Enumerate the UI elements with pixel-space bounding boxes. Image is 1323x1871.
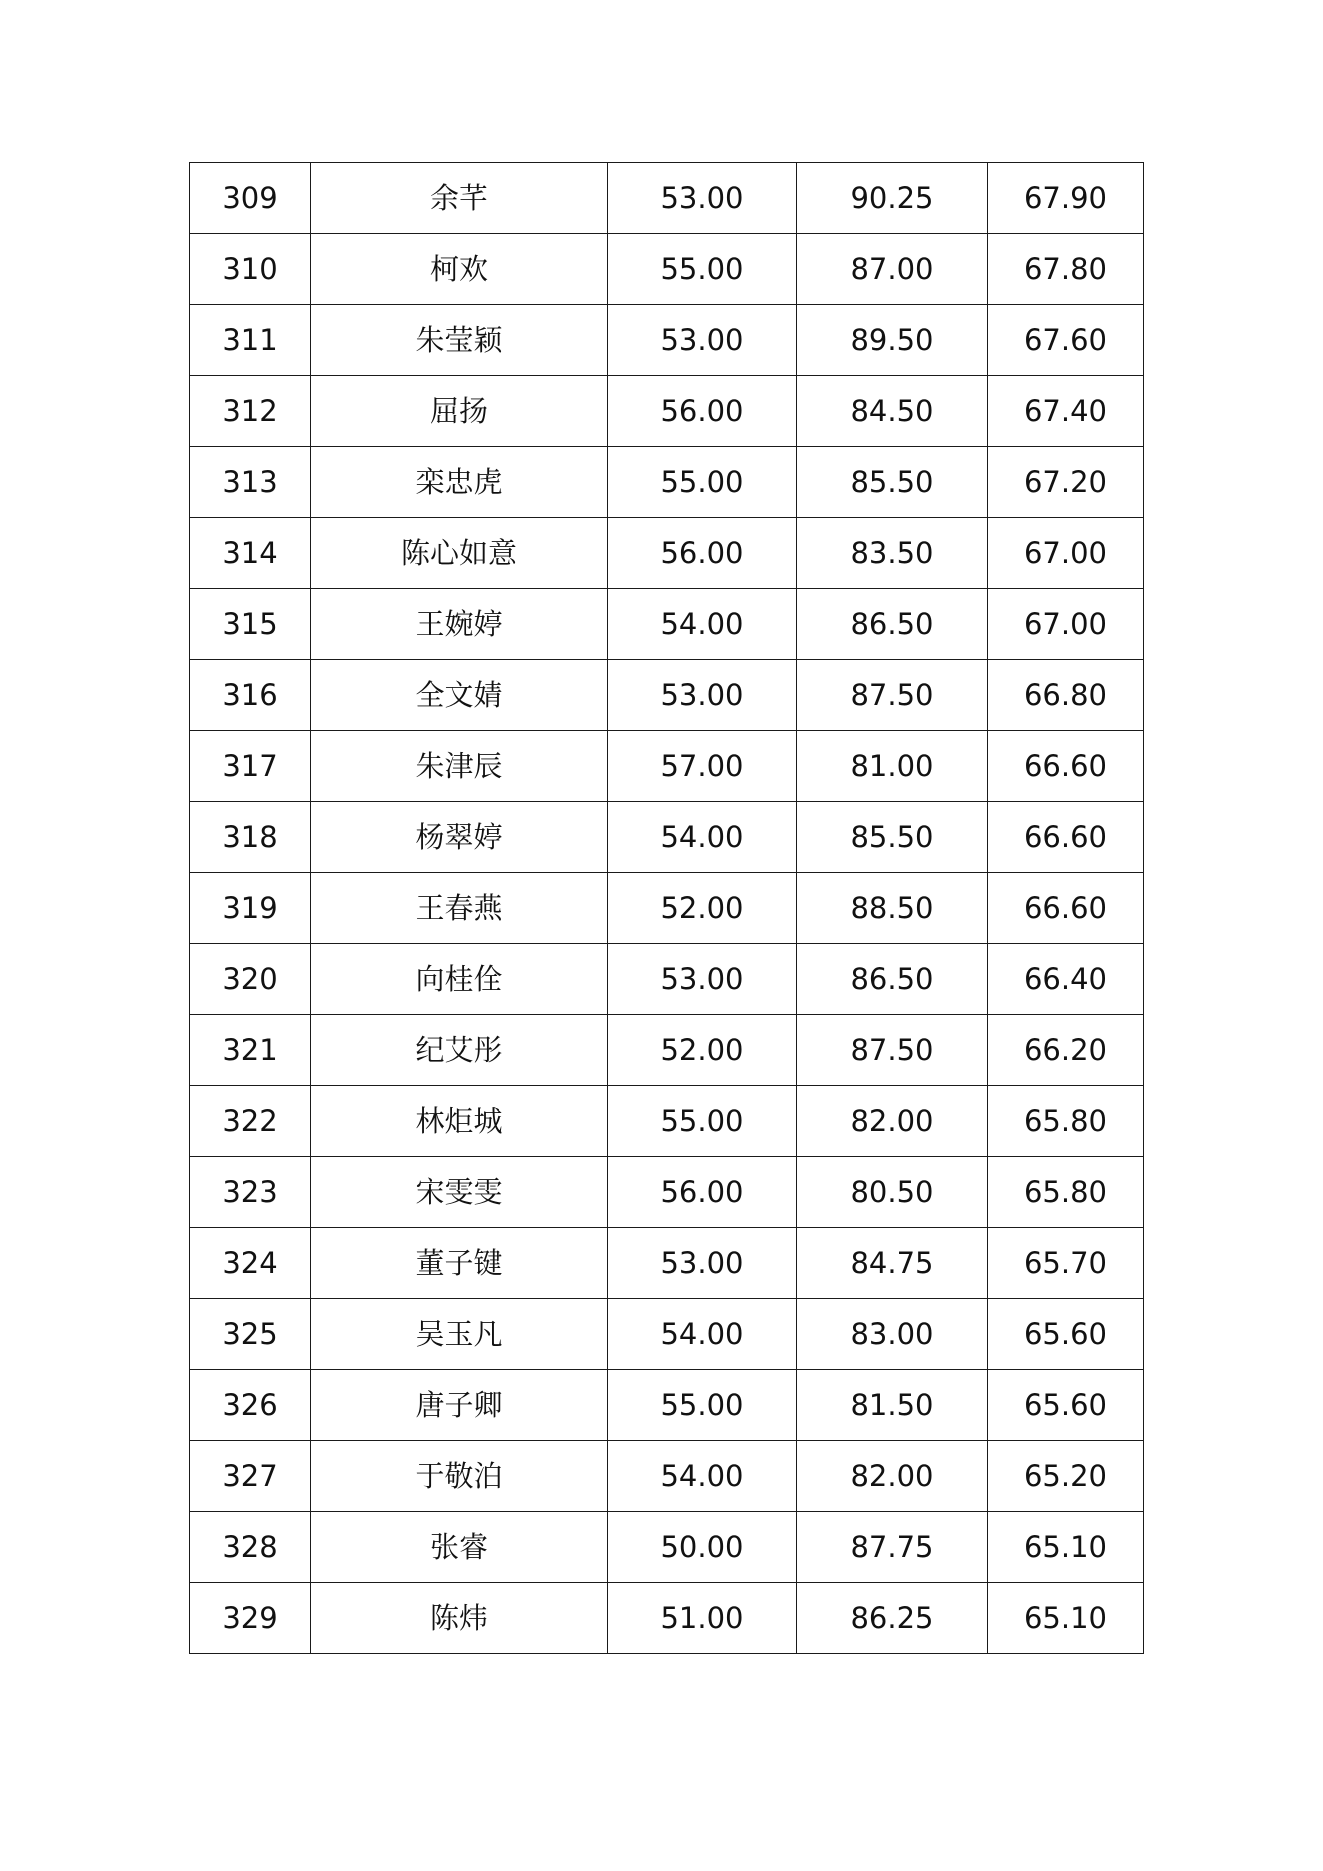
table-row — [190, 1015, 1144, 1086]
cell-total-score: 67.90 — [988, 163, 1144, 234]
cell-name: 余芊 — [311, 163, 608, 234]
table-row — [190, 944, 1144, 1015]
cell-written-score: 53.00 — [608, 305, 797, 376]
cell-interview-score: 84.75 — [797, 1228, 988, 1299]
cell-interview-score: 89.50 — [797, 305, 988, 376]
cell-interview-score: 82.00 — [797, 1441, 988, 1512]
cell-written-score: 57.00 — [608, 731, 797, 802]
cell-number: 320 — [190, 944, 311, 1015]
cell-interview-score: 87.50 — [797, 1015, 988, 1086]
cell-total-score: 67.40 — [988, 376, 1144, 447]
cell-interview-score: 85.50 — [797, 447, 988, 518]
table-row — [190, 1228, 1144, 1299]
cell-written-score: 53.00 — [608, 1228, 797, 1299]
cell-name: 栾忠虎 — [311, 447, 608, 518]
cell-name: 纪艾彤 — [311, 1015, 608, 1086]
cell-interview-score: 82.00 — [797, 1086, 988, 1157]
cell-written-score: 52.00 — [608, 1015, 797, 1086]
cell-written-score: 52.00 — [608, 873, 797, 944]
table-row — [190, 802, 1144, 873]
table-row — [190, 660, 1144, 731]
cell-number: 322 — [190, 1086, 311, 1157]
cell-interview-score: 87.50 — [797, 660, 988, 731]
cell-name: 向桂佺 — [311, 944, 608, 1015]
cell-name: 林炬城 — [311, 1086, 608, 1157]
cell-number: 319 — [190, 873, 311, 944]
cell-written-score: 55.00 — [608, 447, 797, 518]
cell-total-score: 67.80 — [988, 234, 1144, 305]
cell-written-score: 53.00 — [608, 163, 797, 234]
cell-number: 323 — [190, 1157, 311, 1228]
cell-total-score: 65.60 — [988, 1299, 1144, 1370]
table-row — [190, 447, 1144, 518]
cell-name: 柯欢 — [311, 234, 608, 305]
cell-name: 陈心如意 — [311, 518, 608, 589]
cell-interview-score: 88.50 — [797, 873, 988, 944]
cell-total-score: 66.60 — [988, 873, 1144, 944]
cell-written-score: 54.00 — [608, 802, 797, 873]
cell-interview-score: 86.50 — [797, 589, 988, 660]
cell-number: 329 — [190, 1583, 311, 1654]
cell-written-score: 54.00 — [608, 589, 797, 660]
cell-written-score: 55.00 — [608, 1086, 797, 1157]
cell-written-score: 54.00 — [608, 1441, 797, 1512]
table-row — [190, 589, 1144, 660]
cell-interview-score: 86.25 — [797, 1583, 988, 1654]
cell-total-score: 65.10 — [988, 1583, 1144, 1654]
cell-total-score: 66.80 — [988, 660, 1144, 731]
cell-written-score: 53.00 — [608, 944, 797, 1015]
cell-interview-score: 90.25 — [797, 163, 988, 234]
cell-number: 318 — [190, 802, 311, 873]
cell-interview-score: 84.50 — [797, 376, 988, 447]
cell-interview-score: 81.50 — [797, 1370, 988, 1441]
cell-total-score: 65.10 — [988, 1512, 1144, 1583]
cell-name: 于敬泊 — [311, 1441, 608, 1512]
cell-total-score: 66.60 — [988, 731, 1144, 802]
cell-total-score: 67.20 — [988, 447, 1144, 518]
cell-name: 唐子卿 — [311, 1370, 608, 1441]
cell-name: 全文婧 — [311, 660, 608, 731]
cell-written-score: 55.00 — [608, 1370, 797, 1441]
cell-interview-score: 87.75 — [797, 1512, 988, 1583]
cell-number: 321 — [190, 1015, 311, 1086]
cell-interview-score: 86.50 — [797, 944, 988, 1015]
cell-name: 王春燕 — [311, 873, 608, 944]
cell-number: 315 — [190, 589, 311, 660]
cell-total-score: 65.70 — [988, 1228, 1144, 1299]
table-row — [190, 873, 1144, 944]
cell-interview-score: 85.50 — [797, 802, 988, 873]
table-row — [190, 1512, 1144, 1583]
cell-name: 屈扬 — [311, 376, 608, 447]
cell-name: 董子键 — [311, 1228, 608, 1299]
table-row — [190, 1441, 1144, 1512]
cell-number: 324 — [190, 1228, 311, 1299]
cell-total-score: 65.80 — [988, 1086, 1144, 1157]
cell-name: 陈炜 — [311, 1583, 608, 1654]
cell-total-score: 67.00 — [988, 518, 1144, 589]
table-row — [190, 1299, 1144, 1370]
cell-written-score: 56.00 — [608, 376, 797, 447]
cell-number: 313 — [190, 447, 311, 518]
cell-interview-score: 81.00 — [797, 731, 988, 802]
cell-number: 327 — [190, 1441, 311, 1512]
table-row — [190, 305, 1144, 376]
cell-written-score: 53.00 — [608, 660, 797, 731]
cell-written-score: 56.00 — [608, 1157, 797, 1228]
table-row — [190, 1086, 1144, 1157]
cell-total-score: 65.80 — [988, 1157, 1144, 1228]
cell-number: 312 — [190, 376, 311, 447]
cell-name: 宋雯雯 — [311, 1157, 608, 1228]
table-row — [190, 1370, 1144, 1441]
cell-number: 317 — [190, 731, 311, 802]
cell-number: 326 — [190, 1370, 311, 1441]
cell-total-score: 66.20 — [988, 1015, 1144, 1086]
table-row — [190, 376, 1144, 447]
cell-name: 张睿 — [311, 1512, 608, 1583]
cell-written-score: 56.00 — [608, 518, 797, 589]
cell-written-score: 55.00 — [608, 234, 797, 305]
cell-number: 328 — [190, 1512, 311, 1583]
cell-name: 王婉婷 — [311, 589, 608, 660]
table-body — [190, 163, 1144, 1654]
cell-written-score: 50.00 — [608, 1512, 797, 1583]
cell-number: 309 — [190, 163, 311, 234]
cell-interview-score: 83.50 — [797, 518, 988, 589]
cell-number: 311 — [190, 305, 311, 376]
cell-number: 314 — [190, 518, 311, 589]
cell-name: 吴玉凡 — [311, 1299, 608, 1370]
cell-interview-score: 80.50 — [797, 1157, 988, 1228]
cell-number: 310 — [190, 234, 311, 305]
score-table — [189, 162, 1144, 1654]
cell-total-score: 67.00 — [988, 589, 1144, 660]
cell-name: 朱津辰 — [311, 731, 608, 802]
cell-name: 杨翠婷 — [311, 802, 608, 873]
table-row — [190, 234, 1144, 305]
cell-name: 朱莹颖 — [311, 305, 608, 376]
table-row — [190, 1583, 1144, 1654]
cell-number: 316 — [190, 660, 311, 731]
cell-number: 325 — [190, 1299, 311, 1370]
cell-total-score: 67.60 — [988, 305, 1144, 376]
cell-total-score: 65.60 — [988, 1370, 1144, 1441]
cell-total-score: 65.20 — [988, 1441, 1144, 1512]
cell-interview-score: 87.00 — [797, 234, 988, 305]
table-row — [190, 731, 1144, 802]
cell-total-score: 66.60 — [988, 802, 1144, 873]
table-row — [190, 1157, 1144, 1228]
table-row — [190, 163, 1144, 234]
cell-written-score: 51.00 — [608, 1583, 797, 1654]
cell-total-score: 66.40 — [988, 944, 1144, 1015]
table-row — [190, 518, 1144, 589]
cell-written-score: 54.00 — [608, 1299, 797, 1370]
cell-interview-score: 83.00 — [797, 1299, 988, 1370]
